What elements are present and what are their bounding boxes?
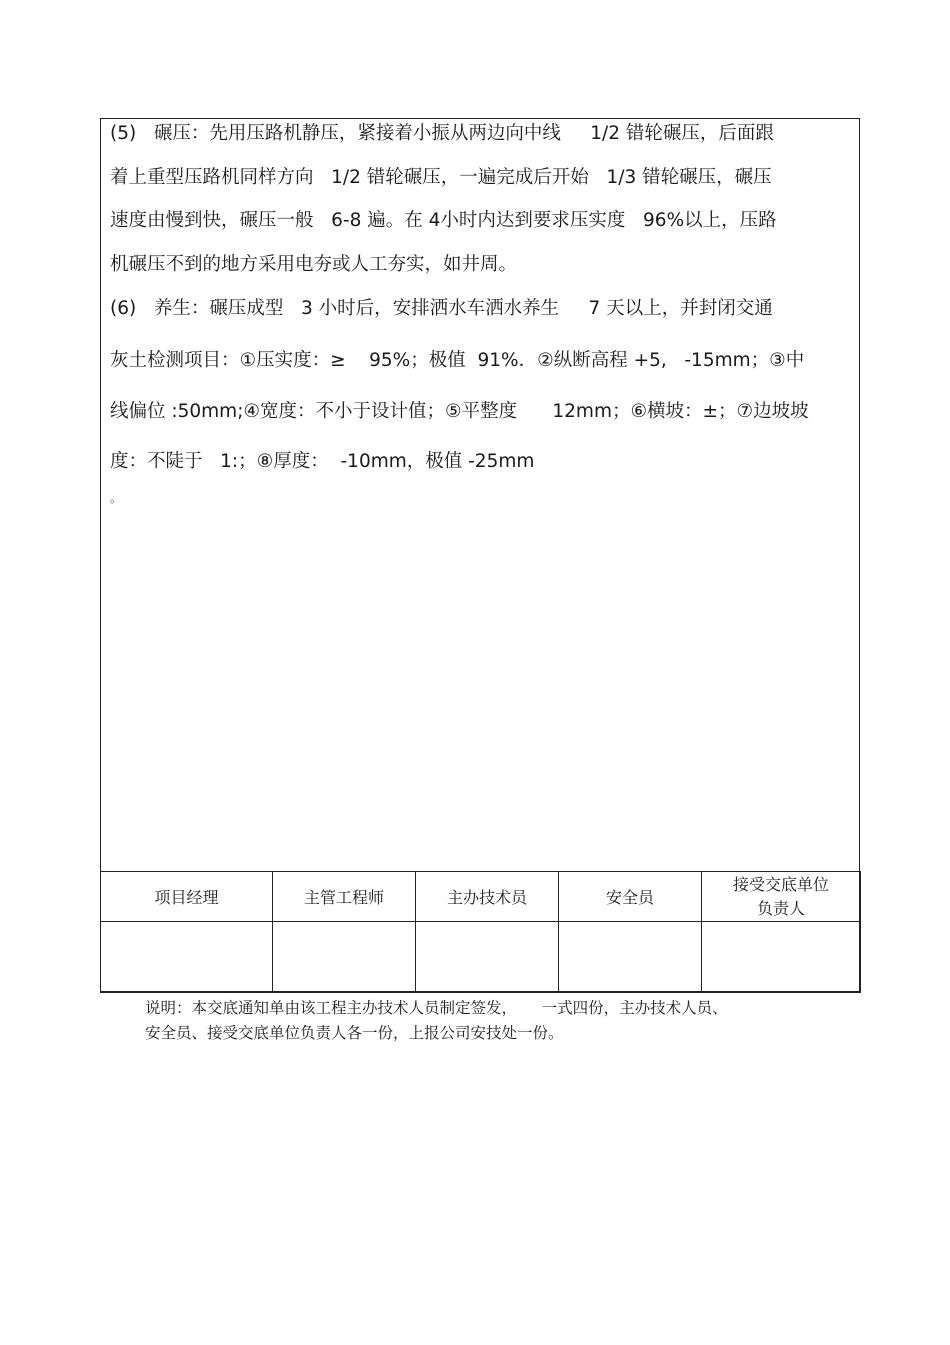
text-line: 着上重型压路机同样方向 1/2 错轮碾压，一遍完成后开始 1/3 错轮碾压，碾压 <box>110 167 772 188</box>
signature-header-row <box>101 872 861 922</box>
text-line: 机碾压不到的地方采用电夯或人工夯实，如井周。 <box>110 254 518 275</box>
document-frame <box>100 118 860 992</box>
signature-table <box>100 871 861 993</box>
text-line: 线偏位 :50mm;④宽度：不小于设计值；⑤平整度 12mm；⑥横坡：±；⑦边坡坡 <box>110 401 809 422</box>
chief-engineer-header: 主管工程师 <box>273 872 416 922</box>
text-line: 速度由慢到快，碾压一般 6-8 遍。在 4小时内达到要求压实度 96%以上，压路 <box>110 210 777 231</box>
signature-cell[interactable] <box>101 922 273 993</box>
signature-cell[interactable] <box>416 922 559 993</box>
signature-blank-row <box>101 922 861 993</box>
text-line: (6) 养生：碾压成型 3 小时后，安排洒水车洒水养生 7 天以上，并封闭交通 <box>110 298 773 319</box>
safety-officer-header: 安全员 <box>559 872 702 922</box>
signature-cell[interactable] <box>559 922 702 993</box>
signature-cell[interactable] <box>273 922 416 993</box>
text-line: (5) 碾压：先用压路机静压，紧接着小振从两边向中线 1/2 错轮碾压，后面跟 <box>110 123 774 144</box>
signature-cell[interactable] <box>702 922 861 993</box>
note-line: 说明：本交底通知单由该工程主办技术人员制定签发， 一式四份，主办技术人员、 <box>145 999 728 1017</box>
receiving-unit-header <box>702 872 861 922</box>
receiving-unit-label-line2: 负责人 <box>756 898 805 918</box>
note-line: 安全员、接受交底单位负责人各一份，上报公司安技处一份。 <box>145 1024 564 1042</box>
text-line: 度：不陡于 1:；⑧厚度： -10mm，极值 -25mm <box>110 451 535 472</box>
technician-header: 主办技术员 <box>416 872 559 922</box>
text-line: 灰土检测项目：①压实度：≥ 95%；极值 91%．②纵断高程 +5, -15mm；③中 <box>110 350 805 371</box>
project-manager-header: 项目经理 <box>101 872 273 922</box>
receiving-unit-label-line1: 接受交底单位 <box>732 874 829 894</box>
text-line: 。 <box>110 491 123 505</box>
